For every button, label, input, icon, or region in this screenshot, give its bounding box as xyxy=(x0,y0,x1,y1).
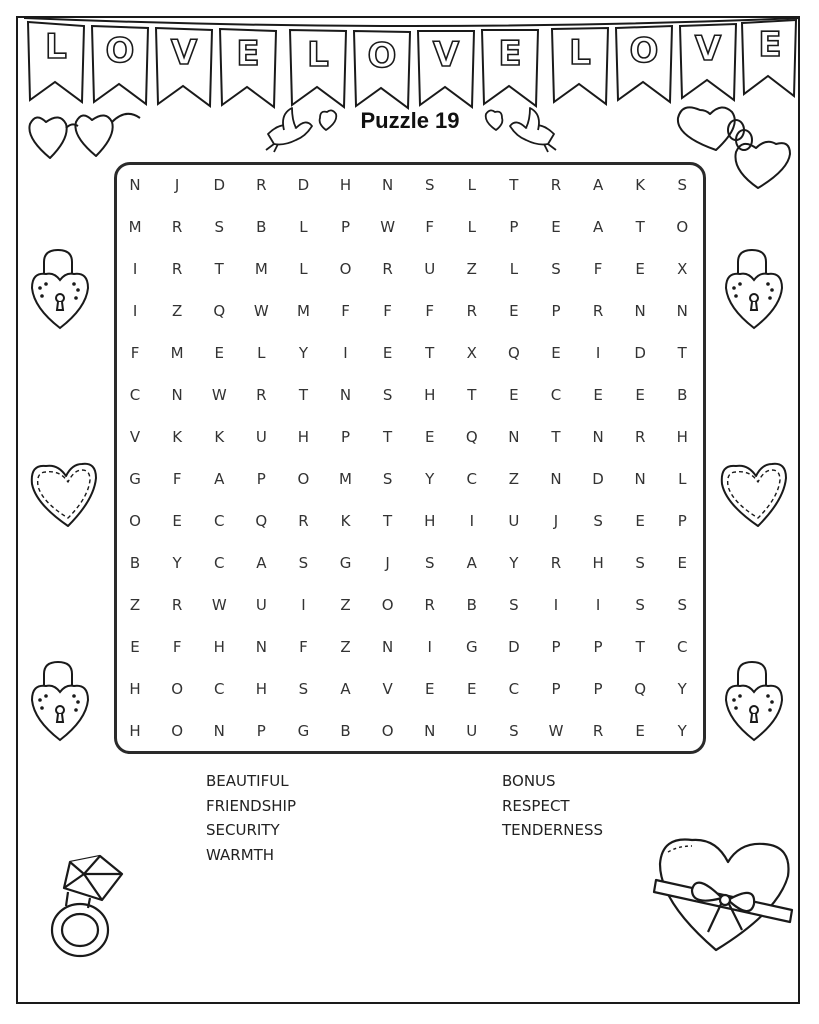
grid-row xyxy=(114,668,706,710)
grid-cell: G xyxy=(129,470,141,488)
grid-cell: D xyxy=(297,176,310,194)
grid-cell: H xyxy=(255,680,267,698)
grid-cell: W xyxy=(548,722,564,740)
grid-cell: F xyxy=(172,470,182,488)
grid-cell: E xyxy=(424,428,435,446)
banner-letter: O xyxy=(629,31,659,71)
grid-cell: P xyxy=(551,302,561,320)
grid-cell: E xyxy=(424,680,435,698)
grid-cell: D xyxy=(592,470,604,488)
grid-cell: Q xyxy=(255,512,268,530)
grid-cell: S xyxy=(635,554,645,572)
grid-cell: F xyxy=(425,218,435,236)
grid-cell: N xyxy=(676,302,688,320)
grid-cell: C xyxy=(550,386,562,404)
heart-lock-icon xyxy=(28,246,92,332)
grid-cell: K xyxy=(635,176,646,194)
grid-row xyxy=(114,206,706,248)
grid-cell: N xyxy=(171,386,183,404)
grid-cell: O xyxy=(171,680,184,698)
grid-cell: B xyxy=(129,554,141,572)
banner-letter: E xyxy=(758,25,782,65)
grid-cell: K xyxy=(172,428,183,446)
grid-cell: Y xyxy=(172,554,182,572)
grid-row xyxy=(114,710,706,752)
grid-cell: R xyxy=(592,722,604,740)
grid-cell: C xyxy=(508,680,520,698)
grid-row xyxy=(114,458,706,500)
grid-cell: H xyxy=(676,428,688,446)
grid-row xyxy=(114,248,706,290)
grid-cell: T xyxy=(635,218,645,236)
grid-cell: U xyxy=(255,596,267,614)
grid-cell: B xyxy=(256,218,267,236)
grid-cell: I xyxy=(301,596,306,614)
grid-cell: E xyxy=(214,344,224,362)
diamond-ring-icon xyxy=(44,852,134,962)
grid-cell: P xyxy=(340,218,351,236)
grid-cell: S xyxy=(593,512,603,530)
grid-cell: C xyxy=(466,470,478,488)
grid-cell: I xyxy=(427,638,432,656)
grid-cell: P xyxy=(509,218,519,236)
grid-cell: L xyxy=(257,344,266,362)
heart-lock-icon xyxy=(722,658,786,744)
grid-cell: M xyxy=(296,302,310,320)
grid-cell: E xyxy=(467,680,477,698)
banner-letter: L xyxy=(307,35,329,75)
grid-cell: T xyxy=(383,512,393,530)
word-item: BEAUTIFUL xyxy=(206,772,289,790)
grid-row xyxy=(114,416,706,458)
grid-cell: Z xyxy=(340,596,351,614)
grid-cell: W xyxy=(211,596,227,614)
grid-cell: N xyxy=(424,722,436,740)
grid-cell: T xyxy=(298,386,308,404)
grid-cell: R xyxy=(466,302,478,320)
grid-cell: G xyxy=(297,722,310,740)
grid-cell: C xyxy=(213,680,225,698)
banner-letter: O xyxy=(367,36,397,76)
grid-cell: T xyxy=(551,428,561,446)
grid-cell: K xyxy=(340,512,351,530)
grid-cell: M xyxy=(254,260,268,278)
grid-cell: C xyxy=(213,512,225,530)
grid-cell: F xyxy=(172,638,182,656)
grid-cell: S xyxy=(509,596,519,614)
grid-cell: E xyxy=(593,386,603,404)
grid-cell: T xyxy=(214,260,224,278)
grid-cell: H xyxy=(424,386,436,404)
grid-cell: Z xyxy=(129,596,141,614)
grid-cell: M xyxy=(128,218,142,236)
grid-cell: Z xyxy=(508,470,520,488)
grid-cell: T xyxy=(425,344,435,362)
grid-cell: I xyxy=(595,596,601,614)
grid-cell: P xyxy=(593,680,603,698)
grid-cell: P xyxy=(256,470,266,488)
grid-cell: N xyxy=(634,470,646,488)
grid-cell: H xyxy=(129,722,141,740)
grid-cell: Z xyxy=(466,260,477,278)
word-list-right xyxy=(502,769,603,843)
grid-cell: X xyxy=(677,260,688,278)
grid-cell: E xyxy=(635,260,645,278)
grid-cell: F xyxy=(425,302,435,320)
grid-cell: N xyxy=(129,176,141,194)
puzzle-title: Puzzle 19 xyxy=(360,108,460,133)
grid-cell: I xyxy=(343,344,348,362)
grid-cell: E xyxy=(635,512,645,530)
grid-cell: F xyxy=(130,344,140,362)
heart-icon xyxy=(718,456,790,532)
grid-cell: S xyxy=(298,680,309,698)
grid-cell: N xyxy=(381,638,394,656)
grid-cell: S xyxy=(424,176,435,194)
grid-cell: N xyxy=(634,302,646,320)
grid-cell: P xyxy=(256,722,266,740)
grid-cell: R xyxy=(550,176,562,194)
grid-cell: S xyxy=(677,596,688,614)
letter-grid xyxy=(114,164,706,752)
grid-cell: A xyxy=(340,680,351,698)
grid-cell: S xyxy=(551,260,561,278)
banner-letter: O xyxy=(105,31,135,71)
grid-cell: M xyxy=(339,470,352,488)
grid-cell: M xyxy=(170,344,184,362)
grid-row xyxy=(114,164,706,206)
grid-cell: A xyxy=(592,176,604,194)
grid-cell: P xyxy=(593,638,603,656)
grid-cell: I xyxy=(595,344,601,362)
grid-cell: R xyxy=(171,596,183,614)
grid-cell: S xyxy=(214,218,224,236)
grid-cell: C xyxy=(129,386,141,404)
grid-cell: E xyxy=(130,638,140,656)
grid-cell: O xyxy=(297,470,310,488)
grid-cell: Y xyxy=(677,680,687,698)
grid-cell: U xyxy=(466,722,478,740)
grid-cell: D xyxy=(213,176,226,194)
banner-letter: L xyxy=(45,27,67,67)
grid-cell: N xyxy=(255,638,267,656)
grid-cell: F xyxy=(341,302,350,320)
word-item: WARMTH xyxy=(206,845,275,864)
grid-cell: Q xyxy=(465,428,478,446)
heart-icon xyxy=(28,456,100,532)
grid-cell: O xyxy=(339,260,352,278)
grid-cell: E xyxy=(677,554,687,572)
grid-cell: F xyxy=(299,638,308,656)
grid-cell: J xyxy=(174,176,180,194)
grid-cell: H xyxy=(339,176,352,194)
grid-cell: V xyxy=(129,428,141,446)
grid-cell: R xyxy=(550,554,562,572)
word-item: BONUS xyxy=(502,772,556,790)
grid-cell: U xyxy=(255,428,267,446)
grid-cell: L xyxy=(299,218,308,236)
grid-cell: Q xyxy=(213,302,226,320)
grid-cell: P xyxy=(551,638,561,656)
grid-cell: S xyxy=(509,722,519,740)
grid-cell: Y xyxy=(509,554,519,572)
word-item: RESPECT xyxy=(502,796,570,815)
grid-cell: Q xyxy=(634,680,647,698)
grid-row xyxy=(114,584,706,626)
grid-cell: E xyxy=(551,218,561,236)
grid-cell: T xyxy=(677,344,687,362)
grid-cell: R xyxy=(592,302,604,320)
grid-cell: D xyxy=(634,344,646,362)
word-list-left xyxy=(206,769,296,867)
grid-cell: Y xyxy=(425,470,435,488)
grid-cell: S xyxy=(298,554,309,572)
love-banner xyxy=(24,14,800,114)
grid-cell: E xyxy=(509,302,519,320)
grid-cell: R xyxy=(171,260,183,278)
grid-cell: L xyxy=(467,218,476,236)
grid-cell: R xyxy=(424,596,435,614)
grid-cell: R xyxy=(171,218,183,236)
grid-cell: I xyxy=(132,302,138,320)
grid-cell: E xyxy=(172,512,182,530)
grid-cell: N xyxy=(381,176,394,194)
grid-cell: G xyxy=(339,554,352,572)
grid-cell: Y xyxy=(677,722,687,740)
grid-cell: F xyxy=(593,260,603,278)
grid-cell: A xyxy=(466,554,477,572)
grid-cell: U xyxy=(508,512,520,530)
dove-heart-icon xyxy=(476,100,560,156)
grid-cell: E xyxy=(635,722,645,740)
grid-row xyxy=(114,332,706,374)
grid-cell: L xyxy=(299,260,308,278)
grid-cell: N xyxy=(508,428,520,446)
grid-cell: S xyxy=(424,554,435,572)
grid-cell: B xyxy=(340,722,351,740)
grid-cell: O xyxy=(129,512,141,530)
grid-cell: F xyxy=(383,302,392,320)
banner-letter: V xyxy=(694,29,722,69)
grid-cell: B xyxy=(677,386,688,404)
grid-cell: W xyxy=(211,386,227,404)
grid-cell: R xyxy=(256,176,267,194)
grid-cell: I xyxy=(469,512,475,530)
grid-row xyxy=(114,542,706,584)
grid-cell: T xyxy=(635,638,645,656)
grid-cell: S xyxy=(635,596,645,614)
grid-cell: T xyxy=(383,428,393,446)
grid-cell: R xyxy=(256,386,267,404)
grid-cell: T xyxy=(467,386,477,404)
grid-cell: S xyxy=(382,470,393,488)
dove-heart-icon xyxy=(262,100,346,156)
banner-letter: E xyxy=(498,34,522,74)
grid-cell: O xyxy=(381,722,394,740)
grid-cell: A xyxy=(592,218,604,236)
grid-cell: H xyxy=(213,638,225,656)
grid-cell: R xyxy=(634,428,646,446)
heart-gift-icon xyxy=(652,832,798,956)
grid-cell: W xyxy=(253,302,269,320)
heart-lock-icon xyxy=(722,246,786,332)
grid-cell: P xyxy=(677,512,687,530)
grid-cell: E xyxy=(551,344,561,362)
grid-cell: T xyxy=(509,176,519,194)
grid-cell: J xyxy=(553,512,559,530)
grid-cell: P xyxy=(551,680,561,698)
grid-cell: E xyxy=(635,386,645,404)
grid-row xyxy=(114,290,706,332)
grid-cell: N xyxy=(592,428,604,446)
grid-cell: A xyxy=(214,470,225,488)
banner-letter: E xyxy=(236,34,260,74)
grid-cell: S xyxy=(677,176,688,194)
grid-cell: L xyxy=(509,260,519,278)
grid-cell: N xyxy=(550,470,562,488)
grid-cell: O xyxy=(171,722,184,740)
grid-cell: Z xyxy=(172,302,183,320)
grid-cell: L xyxy=(678,470,687,488)
grid-cell: V xyxy=(382,680,393,698)
grid-cell: H xyxy=(424,512,436,530)
grid-cell: W xyxy=(380,218,396,236)
grid-cell: N xyxy=(339,386,352,404)
grid-row xyxy=(114,626,706,668)
grid-cell: O xyxy=(381,596,394,614)
grid-row xyxy=(114,500,706,542)
word-item: TENDERNESS xyxy=(502,821,604,840)
grid-cell: D xyxy=(508,638,520,656)
grid-cell: H xyxy=(129,680,141,698)
grid-cell: X xyxy=(466,344,477,362)
word-item: SECURITY xyxy=(206,821,280,840)
grid-cell: N xyxy=(213,722,225,740)
grid-cell: C xyxy=(213,554,225,572)
grid-cell: Z xyxy=(340,638,351,656)
grid-cell: H xyxy=(297,428,310,446)
banner-letter: V xyxy=(432,35,460,75)
grid-cell: R xyxy=(382,260,393,278)
banner-letter: L xyxy=(569,33,591,73)
grid-cell: K xyxy=(214,428,225,446)
grid-cell: O xyxy=(676,218,689,236)
grid-cell: R xyxy=(298,512,309,530)
grid-cell: G xyxy=(465,638,478,656)
grid-cell: I xyxy=(553,596,559,614)
grid-cell: L xyxy=(467,176,476,194)
word-item: FRIENDSHIP xyxy=(206,796,296,815)
grid-cell: S xyxy=(382,386,393,404)
heart-lock-icon xyxy=(28,658,92,744)
grid-cell: I xyxy=(132,260,138,278)
grid-cell: B xyxy=(466,596,477,614)
grid-cell: Q xyxy=(507,344,520,362)
grid-row xyxy=(114,374,706,416)
grid-cell: E xyxy=(382,344,393,362)
grid-cell: U xyxy=(424,260,436,278)
grid-cell: H xyxy=(592,554,604,572)
grid-cell: C xyxy=(677,638,688,656)
grid-cell: P xyxy=(340,428,351,446)
grid-cell: J xyxy=(385,554,390,572)
grid-cell: E xyxy=(509,386,519,404)
grid-cell: Y xyxy=(298,344,308,362)
banner-letter: V xyxy=(170,33,198,73)
grid-cell: A xyxy=(256,554,267,572)
